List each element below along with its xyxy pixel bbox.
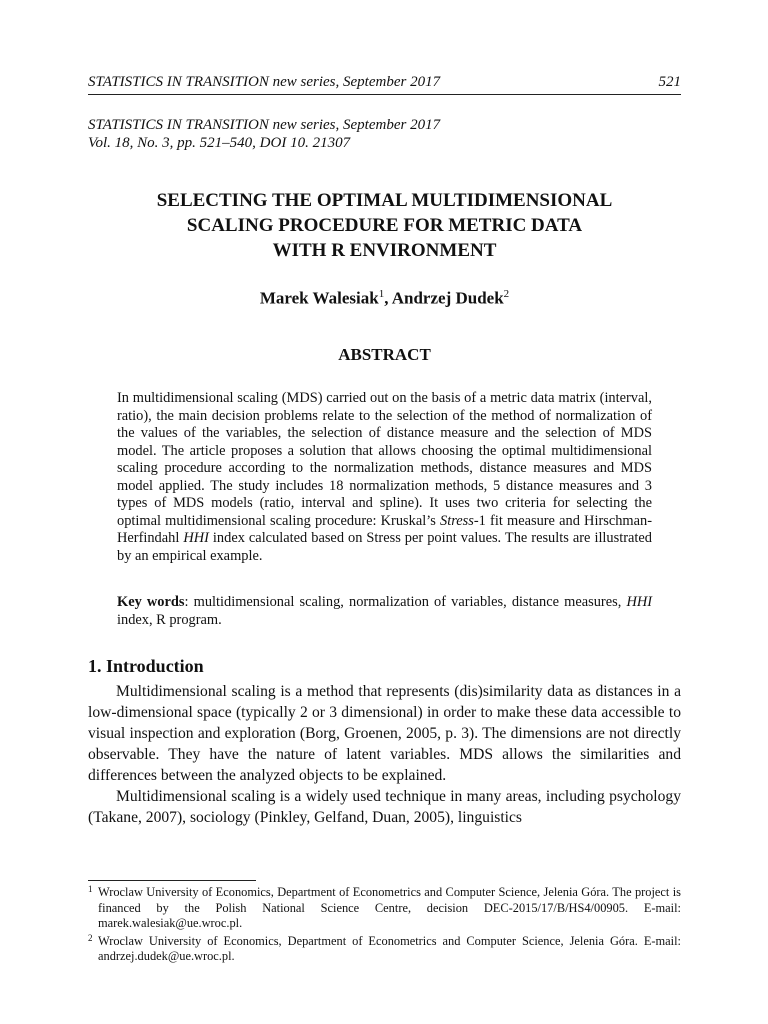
abstract-heading: ABSTRACT: [338, 345, 431, 364]
author-1: Marek Walesiak: [259, 288, 379, 308]
page-number: 521: [658, 74, 681, 90]
journal-info: [88, 116, 440, 152]
footnote-2-text: Wroclaw University of Economics, Department of Econometrics and Computer Science, Jelenia Góra. E-mail: andrzej.dudek@ue.wroc.pl.: [98, 933, 681, 963]
footnote-2-marker: 2: [88, 932, 93, 943]
footnote-1-marker: 1: [88, 884, 93, 894]
abstract-text-part2: -1 fit measure and Hirschman-Herfindahl: [117, 512, 652, 546]
abstract-hhi-term: HHI: [183, 530, 209, 546]
abstract-text-part3: index calculated based on Stress per point values. The results are illustrated by an empirical example.: [117, 530, 652, 564]
abstract-text-part1: In multidimensional scaling (MDS) carried out on the basis of a metric data matrix (interval, ratio), the main decision problems relate to the selection of the method of normalization of the values of the variables, the selection of distance measure and the selection of MDS model. The article proposes a solution that allows choosing the optimal multidimensional scaling procedure according to the normalization methods, distance measures and MDS model applied. The study includes 18 normalization methods, 5 distance measures and 3 types of MDS models (ratio, interval and spline). It uses two criteria for selecting the optimal multidimensional scaling procedure: Kruskal’s: [117, 390, 652, 529]
author-2-footnote-marker: 2: [503, 288, 510, 300]
title-line3: WITH R ENVIRONMENT: [272, 240, 497, 261]
keywords-text2: index, R program.: [117, 611, 222, 628]
introduction-paragraph-1: Multidimensional scaling is a method that represents (dis)similarity data as distances in a low-dimensional space (typically 2 or 3 dimensional) in order to make these data accessible to visual inspection and exploration (Borg, Groenen, 2005, p. 3). The dimensions are not directly observable. They have the nature of latent variables. MDS allows the similarities and differences between the analyzed objects to be explained.: [88, 683, 681, 784]
footnote-separator: [88, 880, 256, 881]
title-line1: SELECTING THE OPTIMAL MULTIDIMENSIONAL: [156, 190, 613, 211]
footnote-2: [88, 934, 681, 965]
author-2: Andrzej Dudek: [391, 288, 504, 308]
abstract-body: [117, 390, 652, 565]
introduction-paragraph-2: Multidimensional scaling is a widely used technique in many areas, including psychology (Takane, 2007), sociology (Pinkley, Gelfand, Duan, 2005), linguistics: [88, 788, 681, 826]
abstract-stress-term: Stress: [440, 512, 474, 529]
running-header: [88, 72, 681, 95]
footnotes: [88, 885, 681, 967]
running-header-journal: STATISTICS IN TRANSITION new series, September 2017: [88, 74, 441, 90]
journal-info-line2: Vol. 18, No. 3, pp. 521–540, DOI 10. 21307: [88, 135, 351, 151]
keywords-hhi-term: HHI: [626, 594, 653, 610]
paper-title: [88, 188, 681, 263]
author-1-footnote-marker: 1: [378, 288, 385, 300]
title-line2: SCALING PROCEDURE FOR METRIC DATA: [186, 215, 583, 236]
authors: [88, 288, 681, 309]
journal-info-line1: STATISTICS IN TRANSITION new series, September 2017: [88, 117, 441, 133]
footnote-1-text: Wroclaw University of Economics, Department of Econometrics and Computer Science, Jelenia Góra. The project is financed by the Polish National Science Centre, decision DEC-2015/17/B/HS4/00905. E-mail: marek.walesiak@ue.wroc.pl.: [98, 885, 681, 930]
footnote-1: [88, 885, 681, 932]
keywords-label: Key words: [117, 594, 185, 610]
keywords-text1: : multidimensional scaling, normalization of variables, distance measures,: [184, 594, 627, 610]
author-separator: ,: [384, 288, 392, 308]
section-heading-introduction: 1. Introduction: [88, 656, 204, 676]
keywords: [117, 594, 652, 629]
introduction-body: [88, 681, 681, 828]
